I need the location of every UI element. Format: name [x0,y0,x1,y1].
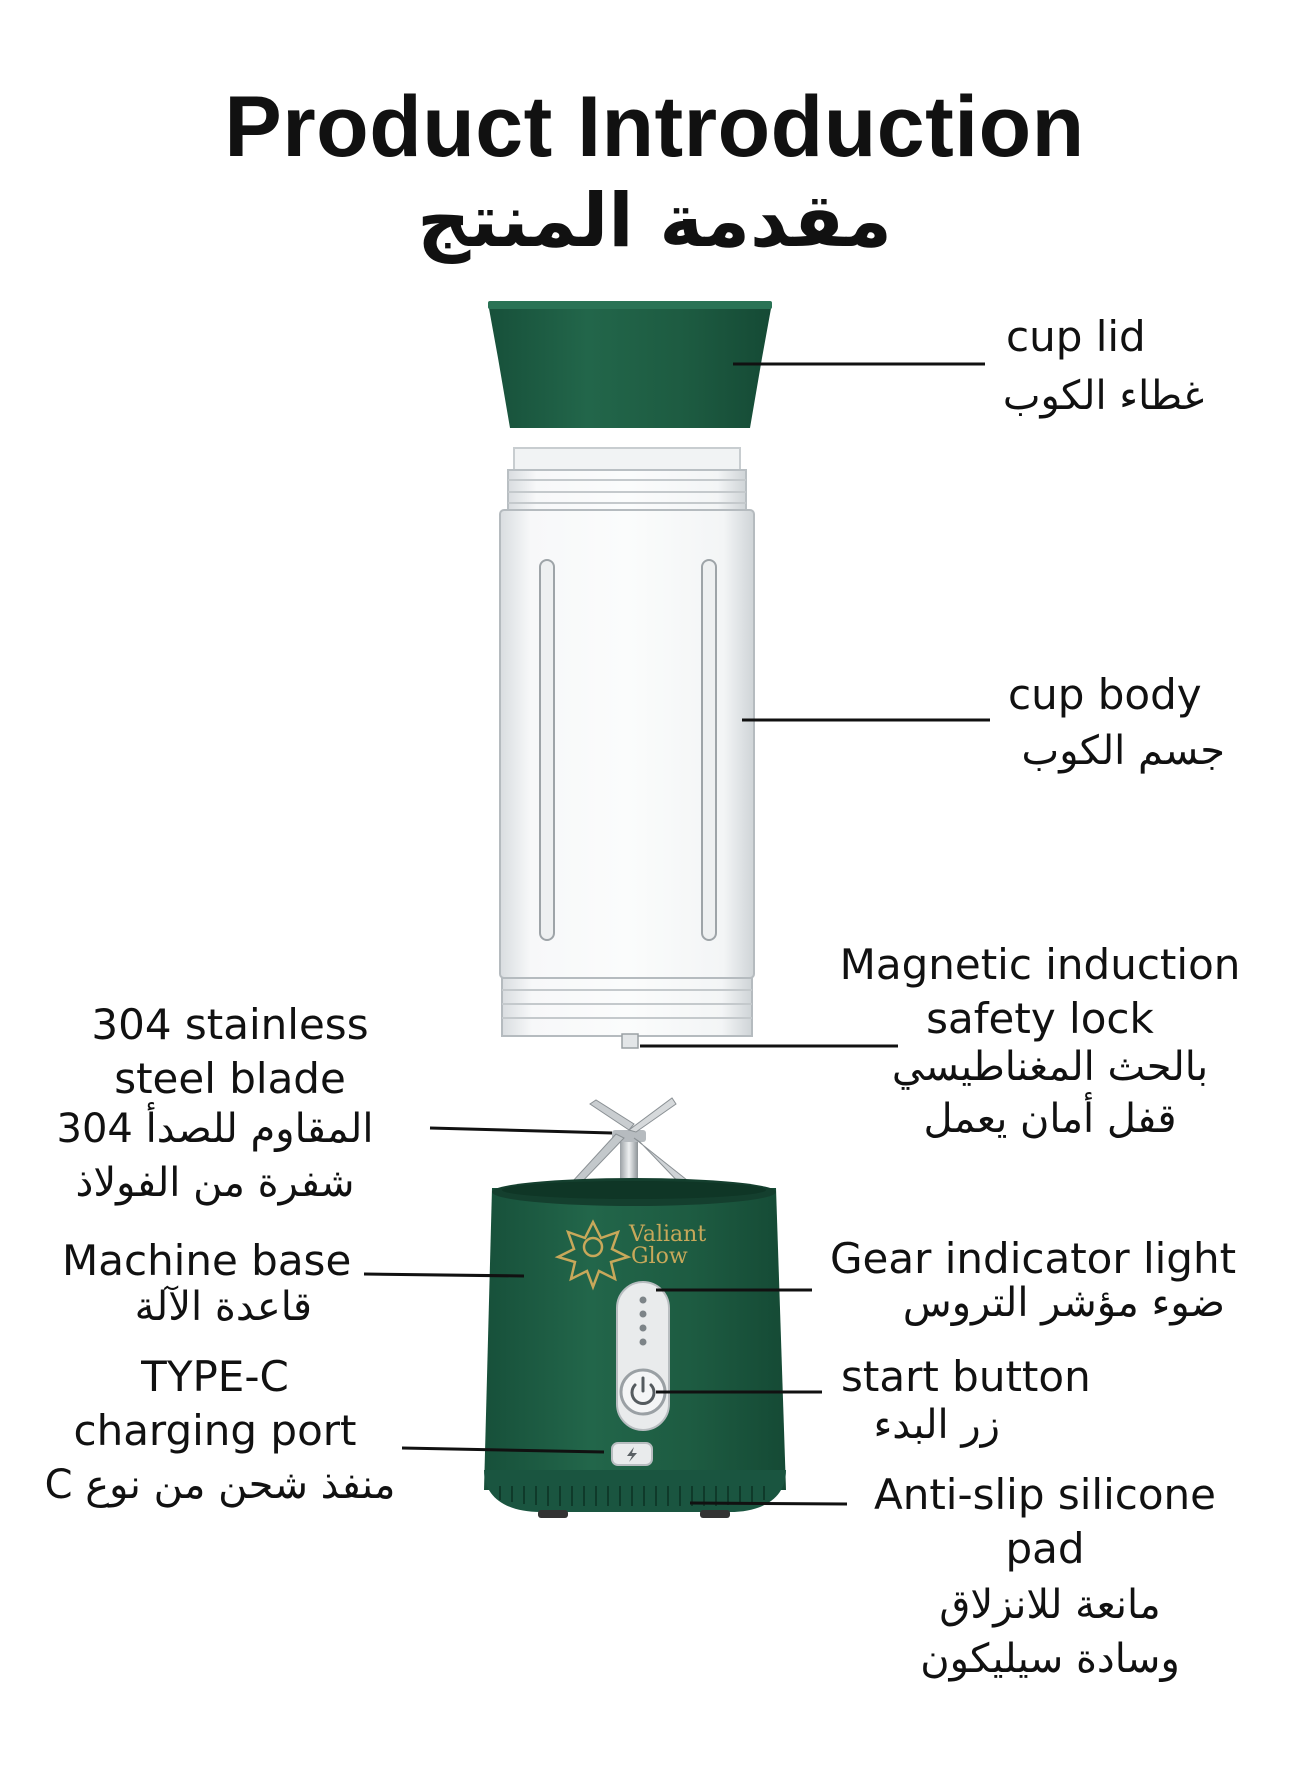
gear-light-label: Gear indicator light [830,1234,1237,1283]
charging-port-label-line2: charging port [73,1406,357,1455]
silicone-pad-label-line2: pad [1005,1524,1085,1573]
blade-label-line2: steel blade [114,1054,346,1103]
machine-base-label: Machine base [62,1236,352,1285]
gear-light-label-arabic: ضوء مؤشر التروس [902,1280,1225,1326]
page-title: Product Introduction [224,79,1085,175]
safety-lock-label-line1: Magnetic induction [839,940,1241,989]
cup-lid-label: cup lid [1006,312,1146,361]
start-button-label-arabic: زر البدء [873,1402,1000,1448]
indicator-light-4 [640,1339,647,1346]
brand-line-1: Valiant [629,1222,707,1247]
silicone-pad-label-arabic-1: مانعة للانزلاق [939,1582,1161,1628]
silicone-pad-label-line1: Anti-slip silicone [873,1470,1216,1519]
machine-base-label-arabic: قاعدة الآلة [134,1284,312,1330]
indicator-light-3 [640,1325,647,1332]
cup-body [500,448,754,1048]
blade-label-arabic-1: المقاوم للصدأ 304 [56,1106,374,1152]
cup-body-label-arabic: جسم الكوب [1021,728,1225,774]
charging-port-label-line1: TYPE-C [141,1352,289,1401]
safety-lock-label-arabic-2: قفل أمان يعمل [923,1096,1177,1142]
blade-label-arabic-2: شفرة من الفولاذ [75,1160,355,1206]
silicone-pad-right [700,1510,730,1518]
indicator-light-1 [640,1297,647,1304]
page-title-arabic: مقدمة المنتج [417,178,892,264]
silicone-pad-left [538,1510,568,1518]
silicone-pad-label-arabic-2: وسادة سيليكون [920,1636,1180,1682]
start-button-label: start button [841,1352,1091,1401]
charging-port-label-arabic: منفذ شحن من نوع C [44,1462,396,1508]
blade-label-line1: 304 stainless [91,1000,369,1049]
brand-logo [629,1224,706,1268]
charging-port[interactable] [612,1443,652,1465]
indicator-light-2 [640,1311,647,1318]
safety-lock-label-line2: safety lock [926,994,1154,1043]
brand-line-2: Glow [631,1244,688,1269]
cup-lid-label-arabic: غطاء الكوب [1002,373,1204,419]
cup-lid [488,301,772,428]
cup-body-label: cup body [1008,670,1202,719]
safety-lock-label-arabic-1: بالحث المغناطيسي [891,1044,1209,1090]
magnetic-sensor [622,1034,638,1048]
